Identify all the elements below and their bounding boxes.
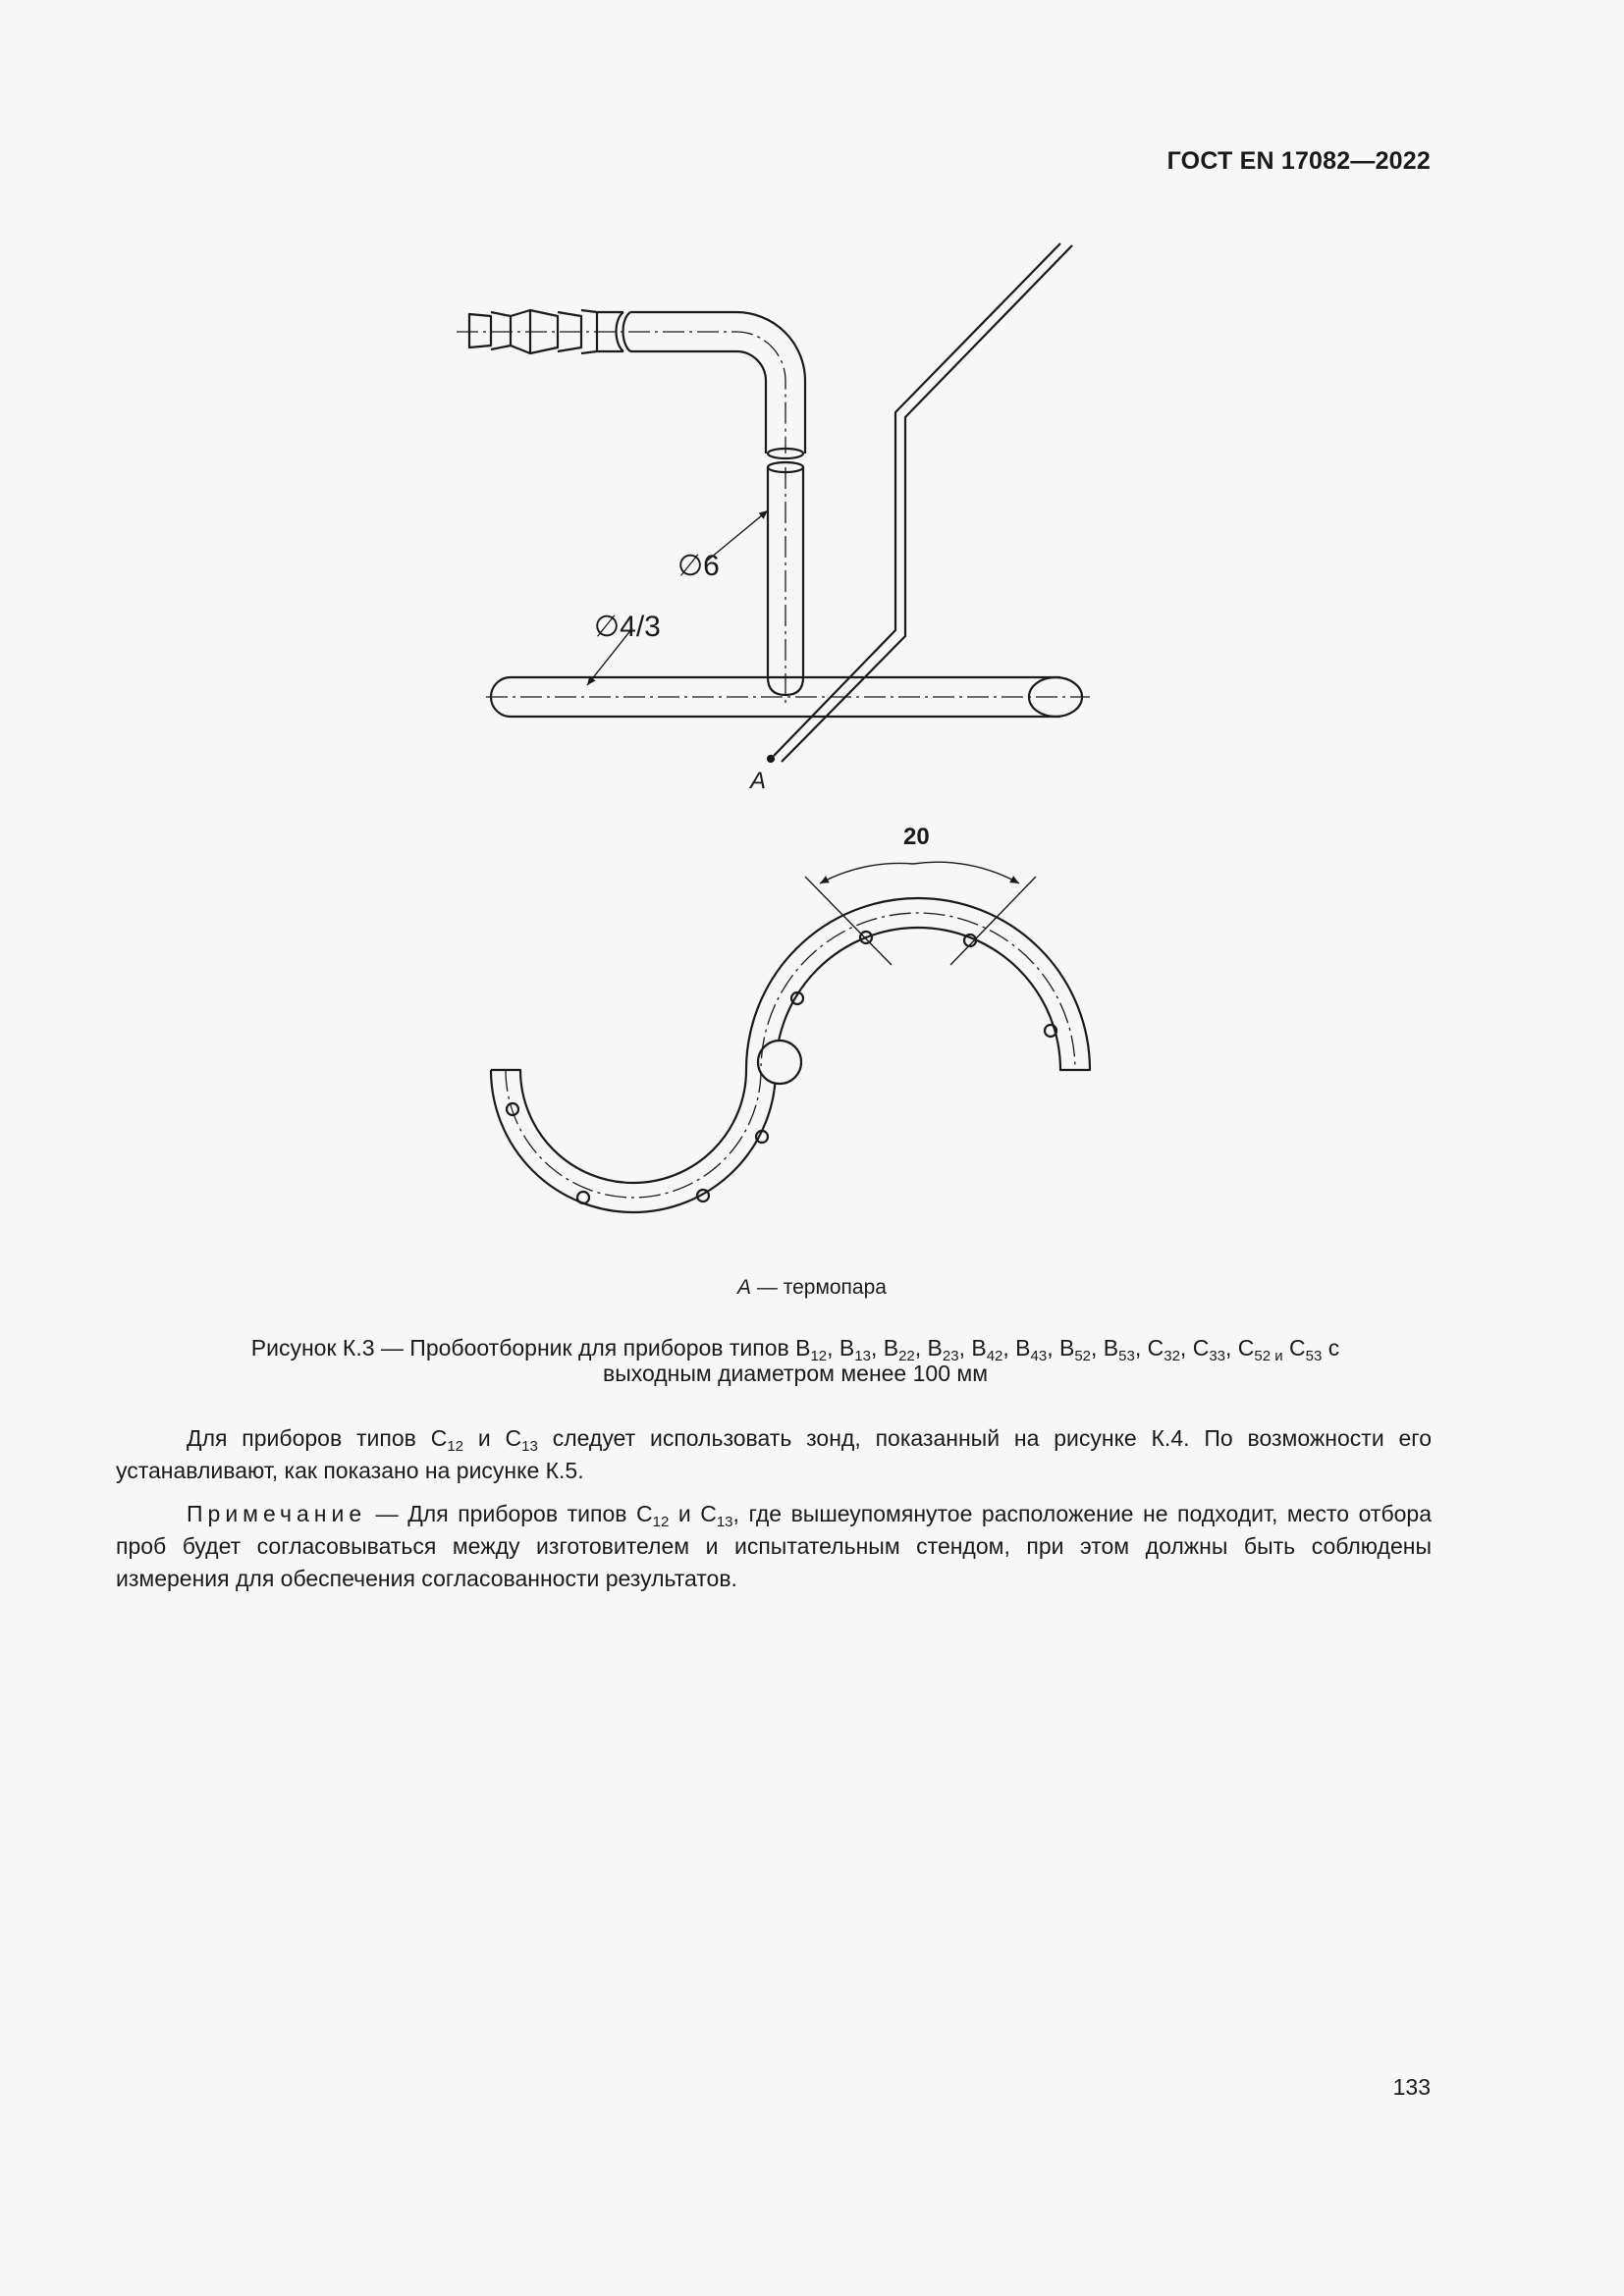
note-text: — Для приборов типов C: [366, 1501, 653, 1526]
figure-legend: [0, 1276, 1624, 1300]
page-number: 133: [1392, 2074, 1431, 2100]
note-subscript: 12: [652, 1514, 670, 1530]
caption-subscript: 52 и: [1254, 1348, 1283, 1364]
caption-subscript: 12: [810, 1348, 828, 1364]
caption-subscript: 53: [1118, 1348, 1135, 1364]
thermocouple: [768, 243, 1072, 762]
caption-text: , C: [1179, 1335, 1210, 1361]
caption-text: , B: [958, 1335, 987, 1361]
note-label: Примечание: [187, 1501, 367, 1526]
paragraph-text: и C: [463, 1425, 522, 1451]
legend-symbol: A: [737, 1276, 752, 1299]
caption-subscript: 22: [898, 1348, 915, 1364]
caption-text: , B: [1091, 1335, 1119, 1361]
caption-subscript: 43: [1030, 1348, 1048, 1364]
paragraph-subscript: 12: [447, 1438, 463, 1455]
dimension-lines: [587, 510, 1036, 965]
thermocouple-label: A: [750, 768, 767, 794]
caption-subscript: 52: [1074, 1348, 1092, 1364]
caption-subscript: 53: [1305, 1348, 1323, 1364]
paragraph-subscript: 13: [521, 1438, 538, 1455]
caption-subscript: 13: [854, 1348, 871, 1364]
caption-subscript: 32: [1164, 1348, 1180, 1364]
caption-text: , B: [914, 1335, 943, 1361]
s-ring-probe: [491, 898, 1090, 1212]
document-header: ГОСТ EN 17082—2022: [1166, 147, 1431, 175]
note-text: , где вышеупомянутое расположение не подходит, место отбора проб будет согласовываться между изготовителем и испытательным стендом, при этом должны быть соблюдены измерения для обеспечения согласованности результатов.: [116, 1501, 1432, 1591]
paragraph-text: следует использовать зонд, показанный на рисунке К.4. По возможности его устанавливают, как показано на рисунке К.5.: [116, 1425, 1432, 1483]
caption-text: Рисунок К.3 — Пробоотборник для приборов типов B: [250, 1335, 811, 1361]
caption-text: , B: [1002, 1335, 1031, 1361]
caption-text: , C: [1134, 1335, 1164, 1361]
figure-caption: [147, 1335, 1443, 1386]
body-paragraph: [116, 1422, 1432, 1487]
caption-text: , B: [870, 1335, 899, 1361]
caption-text: , C: [1225, 1335, 1255, 1361]
caption-text: , B: [827, 1335, 855, 1361]
dim-inner-diameter: ∅4/3: [594, 611, 661, 643]
caption-subscript: 33: [1209, 1348, 1225, 1364]
upper-bent-tube: [630, 312, 805, 458]
caption-subscript: 23: [942, 1348, 959, 1364]
note-subscript: 13: [716, 1514, 733, 1530]
dim-outer-diameter: ∅6: [677, 550, 720, 582]
note-text: и C: [669, 1501, 717, 1526]
dim-angle: 20: [903, 824, 930, 850]
note-paragraph: [116, 1498, 1432, 1595]
paragraph-text: Для приборов типов C: [187, 1425, 448, 1451]
caption-line-2: выходным диаметром менее 100 мм: [602, 1361, 989, 1386]
caption-subscript: 42: [986, 1348, 1003, 1364]
caption-text: , B: [1047, 1335, 1075, 1361]
caption-text: C: [1282, 1335, 1306, 1361]
horizontal-tube: [491, 677, 1082, 717]
legend-text: — термопара: [751, 1276, 887, 1299]
caption-text: с: [1322, 1335, 1340, 1361]
